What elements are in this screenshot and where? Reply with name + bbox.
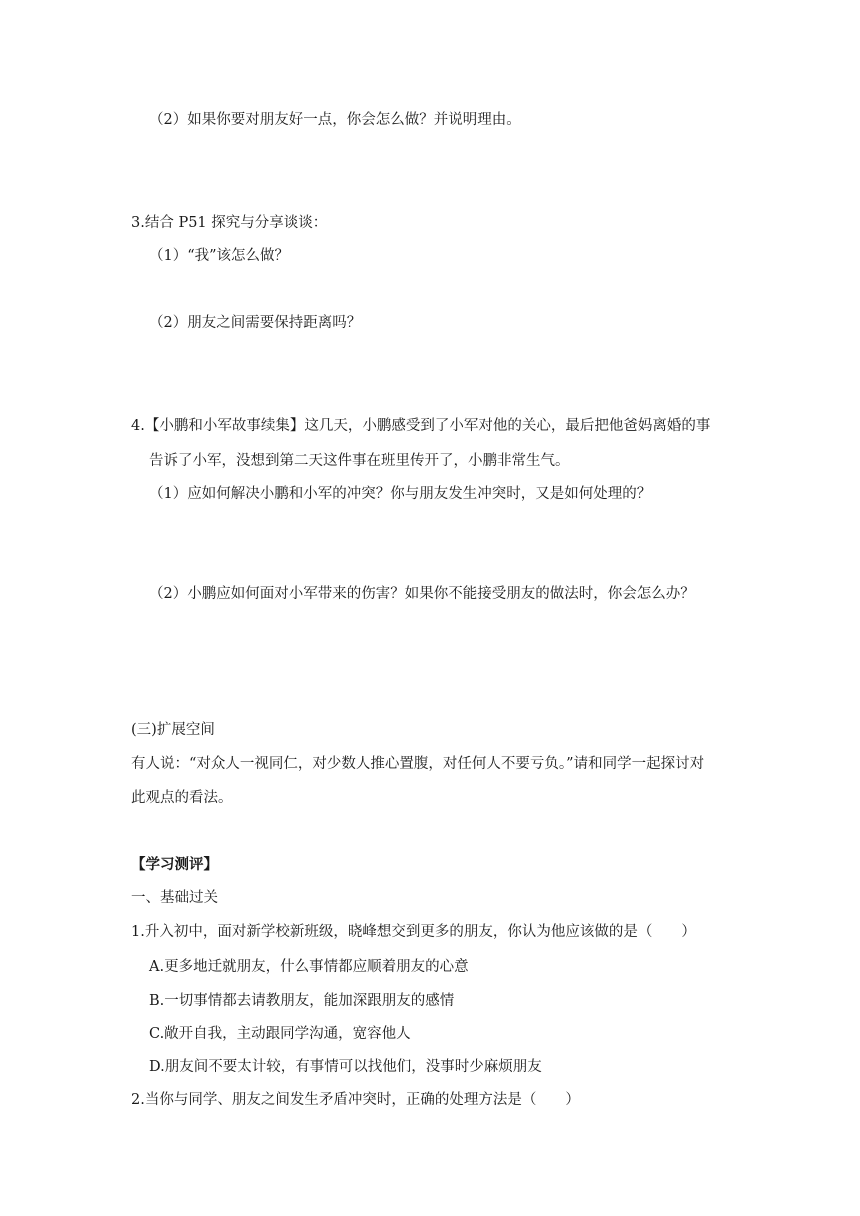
assessment-title: 【学习测评】 bbox=[131, 856, 218, 873]
question-1-option-d: D.朋友间不要太计较，有事情可以找他们，没事时少麻烦朋友 bbox=[149, 1059, 542, 1075]
q4-part1-text: （1）应如何解决小鹏和小军的冲突？你与朋友发生冲突时，又是如何处理的？ bbox=[149, 486, 652, 502]
q4-part2-text: （2）小鹏应如何面对小军带来的伤害？如果你不能接受朋友的做法时，你会怎么办？ bbox=[149, 586, 695, 602]
q4-line1: 4.【小鹏和小军故事续集】这几天，小鹏感受到了小军对他的关心，最后把他爸妈离婚的事 bbox=[131, 418, 711, 434]
question-1-option-b: B.一切事情都去请教朋友，能加深跟朋友的感情 bbox=[149, 993, 455, 1009]
section3-line1: 有人说：“对众人一视同仁，对少数人推心置腹，对任何人不要亏负。”请和同学一起探讨对 bbox=[131, 756, 705, 772]
q3-title: 3.结合 P51 探究与分享谈谈： bbox=[131, 215, 328, 231]
section3-title: (三)扩展空间 bbox=[131, 722, 215, 738]
question-2-stem: 2.当你与同学、朋友之间发生矛盾冲突时，正确的处理方法是（ ） bbox=[131, 1092, 580, 1108]
question-1-option-c: C.敞开自我，主动跟同学沟通，宽容他人 bbox=[149, 1026, 411, 1042]
q2-part2-text: （2）如果你要对朋友好一点，你会怎么做？并说明理由。 bbox=[149, 112, 521, 128]
question-1-option-a: A.更多地迁就朋友，什么事情都应顺着朋友的心意 bbox=[149, 959, 469, 975]
question-1-stem: 1.升入初中，面对新学校新班级，晓峰想交到更多的朋友，你认为他应该做的是（ ） bbox=[131, 924, 696, 940]
q3-part1-text: （1）“我”该怎么做？ bbox=[149, 248, 290, 264]
q3-part2-text: （2）朋友之间需要保持距离吗？ bbox=[149, 315, 362, 331]
section3-line2: 此观点的看法。 bbox=[131, 790, 233, 806]
assessment-subtitle: 一、基础过关 bbox=[131, 890, 218, 906]
q4-line2: 告诉了小军，没想到第二天这件事在班里传开了，小鹏非常生气。 bbox=[149, 453, 570, 469]
